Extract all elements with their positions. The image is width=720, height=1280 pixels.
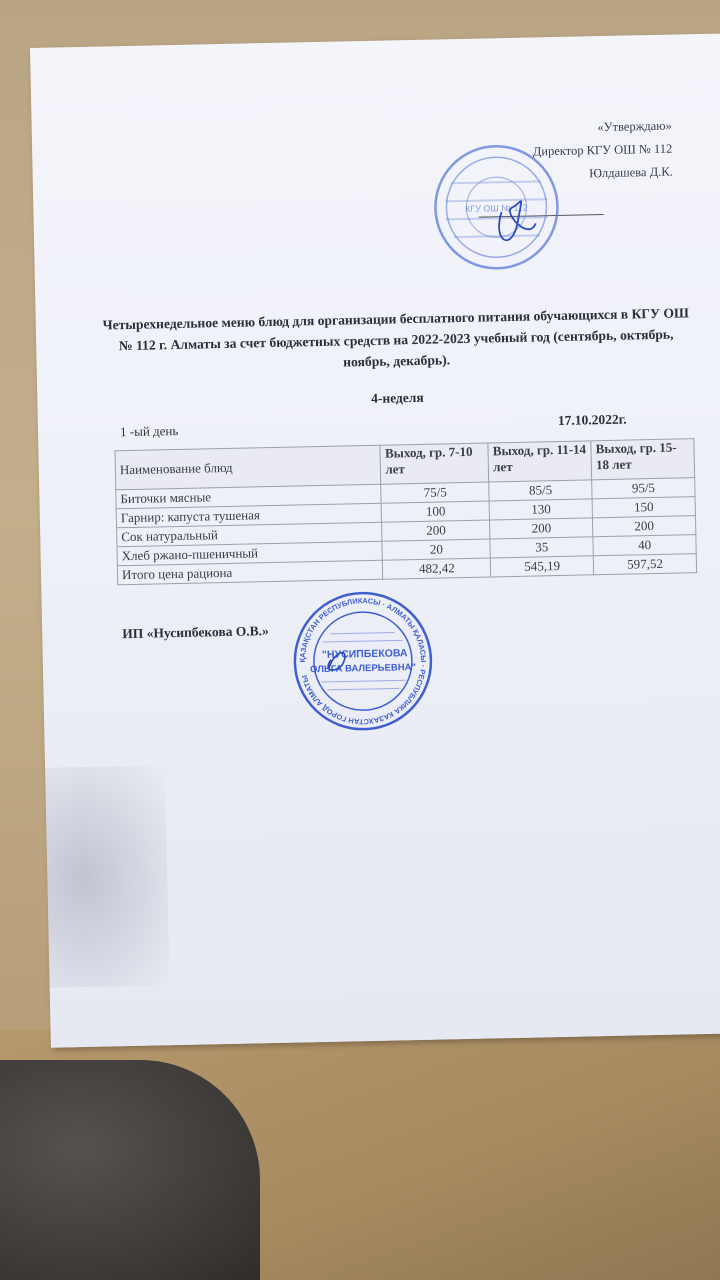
dish-name: Гарнир: капуста тушеная [116,503,382,528]
supplier-stamp-name-1: "НУСИПБЕКОВА [321,647,408,662]
header-age-15-18: Выход, гр. 15-18 лет [591,439,695,480]
portion-15-18: 200 [593,516,696,537]
header-age-7-10: Выход, гр. 7-10 лет [380,443,489,484]
supplier-stamp-name-2: ОЛЬГА ВАЛЕРЬЕВНА" [310,662,417,676]
portion-11-14: 85/5 [489,480,592,501]
school-stamp [430,141,563,274]
menu-table [114,438,697,585]
total-11-14: 545,19 [491,556,594,577]
portion-7-10: 200 [382,520,490,541]
supplier-stamp-ring-text: ҚАЗАҚСТАН РЕСПУБЛИКАСЫ · АЛМАТЫ ҚАЛАСЫ · РЕСПУБЛИКА КАЗАХСТАН ГОРОД АЛМАТЫ [297,596,429,727]
header-age-11-14: Выход, гр. 11-14 лет [488,441,592,482]
finger-shadow [45,765,170,987]
total-label: Итого цена рациона [117,560,383,585]
approval-name: Юлдашева Д.К. [589,164,673,181]
dish-name: Хлеб ржано-пшеничный [117,541,383,566]
dark-fabric [0,1060,260,1280]
portion-15-18: 150 [592,497,695,518]
portion-7-10: 75/5 [381,482,489,503]
school-stamp-text: КГУ ОШ № 112 [465,202,528,214]
portion-7-10: 20 [382,539,490,560]
portion-15-18: 40 [593,535,696,556]
menu-document [30,33,720,1047]
total-15-18: 597,52 [593,554,696,575]
header-dish: Наименование блюд [115,445,381,490]
week-label: 4-неделя [370,389,424,406]
approval-position: Директор КГУ ОШ № 112 [532,141,673,159]
day-label: 1 -ый день [119,422,179,440]
approval-heading: «Утверждаю» [597,118,672,135]
portion-15-18: 95/5 [592,478,695,499]
supplier-stamp [289,588,436,735]
portion-11-14: 130 [489,499,592,520]
portion-11-14: 200 [490,518,593,539]
portion-11-14: 35 [490,537,593,558]
dish-name: Биточки мясные [116,484,382,509]
portion-7-10: 100 [382,501,490,522]
document-title: Четырехнедельное меню блюд для организации бесплатного питания обучающихся в КГУ ОШ № 112 г. Алматы за счет бюджетных средств на 2022-2023 учебный год (сентябрь, октябрь, ноябрь, декабрь). [102,305,690,370]
menu-date: 17.10.2022г. [557,411,627,429]
supplier-name: ИП «Нусипбекова О.В.» [122,623,269,642]
dish-name: Сок натуральный [117,522,383,547]
total-7-10: 482,42 [383,558,491,579]
